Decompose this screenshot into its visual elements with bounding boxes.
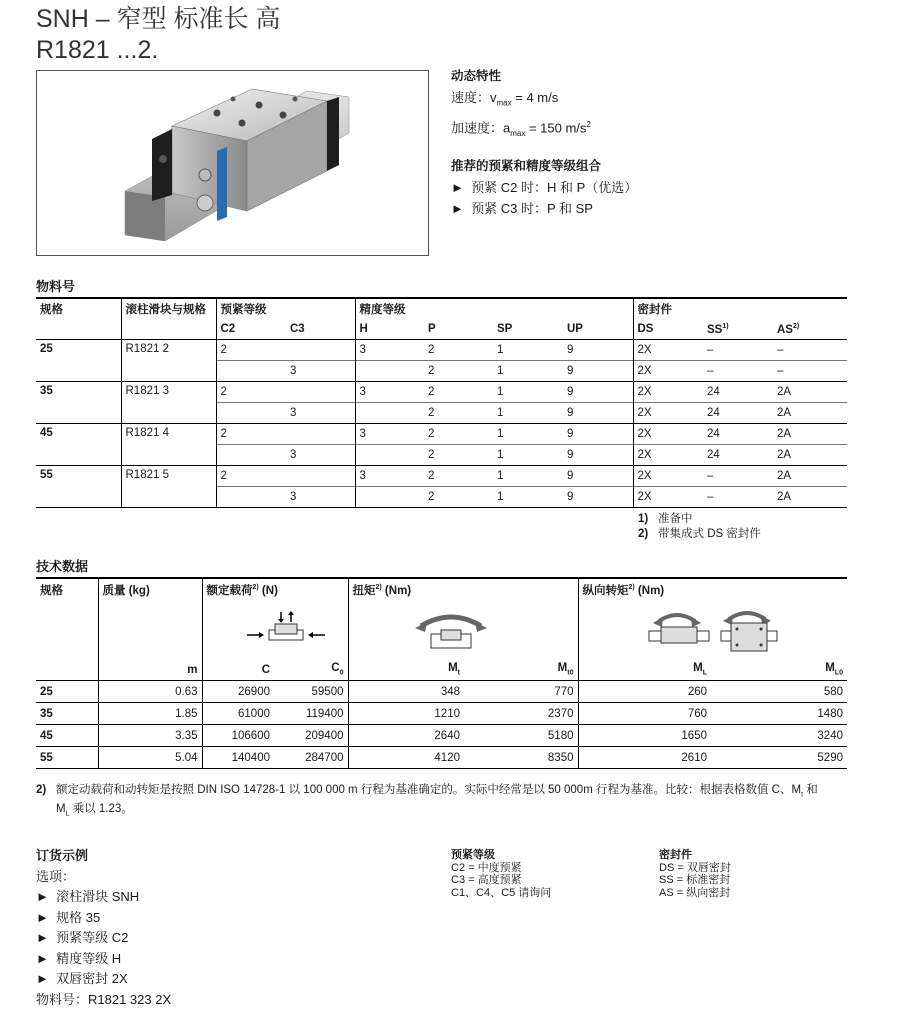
- header-as-sup: 2): [792, 322, 800, 330]
- header-ss: [703, 319, 773, 340]
- long-icon-cell: [578, 601, 847, 659]
- tech-header-load: [202, 578, 348, 601]
- ml0-sub: L0: [834, 669, 843, 677]
- cell-p: 2: [428, 428, 435, 440]
- recommend-text: 预紧 C3 时：P 和 SP: [471, 200, 593, 216]
- table-row: [36, 747, 847, 769]
- cell-h: [355, 403, 424, 424]
- cell-ml0: 5290: [711, 747, 847, 769]
- cell-m: 0.63: [98, 681, 202, 703]
- cell-c0: 209400: [274, 725, 348, 747]
- load-sup: 2): [252, 584, 259, 592]
- torque-text: 扭矩: [352, 585, 376, 597]
- cell-ds: 2X: [633, 424, 703, 445]
- parts-body: [36, 340, 847, 508]
- recommend-text: 预紧 C2 时：H 和 P（优选）: [471, 179, 638, 195]
- cell-ss: 24: [703, 403, 773, 424]
- cell-p: 2: [428, 470, 435, 482]
- order-item: [36, 908, 171, 929]
- speed-sub: max: [496, 98, 512, 108]
- table-row: [36, 703, 847, 725]
- header-size: 规格: [36, 298, 121, 319]
- order-example: [36, 846, 171, 1010]
- bullet-icon: ►: [36, 971, 49, 986]
- order-heading: 订货示例: [36, 848, 89, 863]
- note-text: 带集成式 DS 密封件: [658, 528, 761, 540]
- load-text: 额定载荷: [206, 585, 253, 597]
- tech-icon-empty: [98, 601, 202, 659]
- tech-heading: 技术数据: [36, 559, 89, 574]
- cell-c0: 119400: [274, 703, 348, 725]
- parts-table: [36, 297, 847, 508]
- cell-up: 9: [567, 470, 574, 482]
- cell-as: 2A: [773, 403, 847, 424]
- header-sp: SP: [493, 319, 563, 340]
- speed-value: = 4 m/s: [511, 90, 559, 105]
- cell-ml0: 1480: [711, 703, 847, 725]
- cell-sp: 1: [493, 445, 563, 466]
- accel-sub: max: [510, 128, 526, 138]
- cell-sp: 1: [497, 470, 504, 482]
- cell-m: 1.85: [98, 703, 202, 725]
- cell-m: 3.35: [98, 725, 202, 747]
- cell-mt: 4120: [348, 747, 464, 769]
- order-item: [36, 928, 171, 949]
- cell-mt0: 5180: [464, 725, 578, 747]
- ml-text: M: [693, 662, 703, 675]
- cell-h: 3: [355, 424, 424, 445]
- header-as: [773, 319, 847, 340]
- cell-c3: 3: [286, 403, 355, 424]
- cell-p: 2: [424, 361, 493, 382]
- cell-ds: 2X: [633, 466, 703, 487]
- cell-as: 2A: [777, 428, 792, 440]
- table-row: [36, 725, 847, 747]
- tech-sub-ml: [578, 659, 711, 681]
- seal-legend-heading: 密封件: [659, 849, 692, 861]
- tech-sub-c: C: [202, 659, 274, 681]
- header-runner: 滚柱滑块与规格: [121, 298, 216, 319]
- tech-header-torque: [348, 578, 578, 601]
- long-sup: 2): [628, 584, 635, 592]
- cell-c3: [286, 466, 355, 487]
- cell-c0: 59500: [274, 681, 348, 703]
- cell-c: 140400: [202, 747, 274, 769]
- cell-h: [355, 361, 424, 382]
- accel-label: 加速度：a: [451, 119, 511, 135]
- accel-sup: 2: [586, 119, 591, 129]
- table-row: [36, 382, 847, 403]
- cell-ds: 2X: [633, 361, 703, 382]
- ml0-text: M: [825, 662, 835, 675]
- bullet-icon: ►: [36, 889, 49, 904]
- cell-p: 2: [424, 487, 493, 508]
- cell-m: 5.04: [98, 747, 202, 769]
- parts-heading: 物料号: [36, 279, 76, 294]
- header-h: H: [355, 319, 424, 340]
- preload-legend-heading: 预紧等级: [451, 849, 495, 861]
- speed-line: [451, 87, 637, 114]
- cell-c3: [286, 382, 355, 403]
- cell-sp: 1: [497, 428, 504, 440]
- bullet-icon: ►: [36, 950, 49, 966]
- recommend-item: [451, 177, 637, 198]
- cell-ds: 2X: [633, 340, 703, 361]
- cell-ml0: 580: [711, 681, 847, 703]
- cell-ml: 760: [578, 703, 711, 725]
- cell-part: R1821 4: [121, 424, 216, 466]
- footnote-sub-a: t: [801, 791, 804, 799]
- recommend-heading: 推荐的预紧和精度等级组合: [451, 158, 602, 173]
- cell-size: 25: [36, 340, 121, 382]
- preload-legend-line: C1、C4、C5 请询问: [451, 886, 552, 899]
- tech-header-size: 规格: [36, 578, 98, 601]
- page-title: [36, 4, 280, 66]
- footnote-text-b: 和: [803, 784, 818, 796]
- cell-ds: 2X: [633, 445, 703, 466]
- tech-icon-empty: [36, 601, 98, 659]
- cell-as: 2A: [777, 386, 792, 398]
- seal-legend-line: SS = 标准密封: [659, 874, 731, 886]
- footnote-sub-c: L: [65, 810, 70, 818]
- header-p: P: [424, 319, 493, 340]
- cell-c3: 3: [286, 361, 355, 382]
- order-item: [36, 887, 171, 908]
- cell-c3: 3: [286, 487, 355, 508]
- cell-h: [355, 445, 424, 466]
- header-ss-text: SS: [707, 323, 723, 336]
- tech-body: [36, 681, 847, 769]
- mt-text: M: [448, 662, 458, 675]
- header-c2: C2: [216, 319, 286, 340]
- roller-runner-block-image: [37, 71, 428, 255]
- cell-size: 55: [36, 466, 121, 508]
- cell-up: 9: [563, 403, 633, 424]
- footnote-text-a: 额定动载荷和动转矩是按照 DIN ISO 14728-1 以 100 000 m 行程为基准确定的。实际中经常是以 50 000m 行程为基准。比较：根据表格数值 C、M: [56, 784, 802, 796]
- cell-as: 2A: [773, 487, 847, 508]
- tech-sub-c0: [274, 659, 348, 681]
- tech-sub-empty: [36, 659, 98, 681]
- order-item: [36, 969, 171, 990]
- note-text: 准备中: [658, 513, 693, 525]
- mt0-sub: t0: [567, 669, 574, 677]
- cell-ds: 2X: [633, 403, 703, 424]
- header-up: UP: [563, 319, 633, 340]
- cell-up: 9: [563, 487, 633, 508]
- accel-value: = 150 m/s: [525, 119, 587, 135]
- cell-ml: 1650: [578, 725, 711, 747]
- cell-c2: 2: [216, 340, 286, 361]
- table-row: [36, 681, 847, 703]
- footnote-num: 2): [36, 784, 47, 796]
- cell-c2: [216, 361, 286, 382]
- cell-c2: [216, 403, 286, 424]
- title-line-1: SNH – 窄型 标准长 高: [36, 5, 281, 33]
- torque-icon: [407, 608, 497, 652]
- order-item: [36, 949, 171, 970]
- product-image-frame: [36, 70, 429, 256]
- header-accuracy: 精度等级: [355, 298, 633, 319]
- cell-c2: [216, 487, 286, 508]
- cell-c0: 284700: [274, 747, 348, 769]
- parts-note: [638, 512, 761, 527]
- cell-ds: 2X: [633, 487, 703, 508]
- cell-ss: –: [703, 487, 773, 508]
- cell-up: 9: [567, 344, 574, 356]
- cell-p: 2: [428, 344, 435, 356]
- order-item-text: 规格 35: [56, 909, 101, 925]
- longitudinal-moment-icon: [645, 607, 785, 653]
- accel-line: [451, 114, 637, 144]
- note-num: 1): [638, 513, 649, 525]
- cell-c3: [286, 424, 355, 445]
- tech-header-long: [578, 578, 847, 601]
- cell-sp: 1: [493, 487, 563, 508]
- cell-up: 9: [563, 361, 633, 382]
- cell-sp: 1: [493, 361, 563, 382]
- cell-size: 45: [36, 424, 121, 466]
- specifications: [451, 66, 637, 219]
- bullet-icon: ►: [36, 930, 49, 945]
- cell-h: 3: [355, 382, 424, 403]
- load-direction-icon: [243, 610, 333, 650]
- torque-unit: (Nm): [381, 585, 412, 597]
- cell-h: [355, 487, 424, 508]
- order-part-number: 物料号：R1821 323 2X: [36, 991, 172, 1007]
- cell-mt0: 8350: [464, 747, 578, 769]
- seal-legend-line: DS = 双唇密封: [659, 861, 731, 874]
- bullet-icon: ►: [36, 909, 49, 925]
- bullet-icon: ►: [451, 179, 464, 195]
- cell-ml: 2610: [578, 747, 711, 769]
- cell-c: 61000: [202, 703, 274, 725]
- parts-notes: [638, 512, 761, 542]
- header-seal: 密封件: [633, 298, 847, 319]
- torque-icon-cell: [348, 601, 578, 659]
- cell-size: 35: [36, 382, 121, 424]
- bullet-icon: ►: [451, 200, 464, 216]
- load-unit: (N): [258, 585, 278, 597]
- cell-ml: 260: [578, 681, 711, 703]
- cell-p: 2: [424, 403, 493, 424]
- cell-h: 3: [355, 340, 424, 361]
- torque-sup: 2): [375, 584, 382, 592]
- cell-h: 3: [355, 466, 424, 487]
- mt-sub: t: [457, 669, 460, 677]
- order-item-text: 精度等级 H: [56, 950, 122, 966]
- cell-mt0: 770: [464, 681, 578, 703]
- cell-c3: 3: [286, 445, 355, 466]
- cell-c2: 2: [216, 424, 286, 445]
- footnote-text-d: 乘以 1.23。: [69, 803, 133, 816]
- cell-as: 2A: [777, 470, 792, 482]
- cell-c3: [286, 340, 355, 361]
- seal-legend-line: AS = 纵向密封: [659, 886, 731, 899]
- order-item-text: 预紧等级 C2: [56, 930, 129, 945]
- cell-ss: 24: [707, 428, 720, 440]
- header-ds: DS: [633, 319, 703, 340]
- header-empty: [36, 319, 121, 340]
- cell-mt0: 2370: [464, 703, 578, 725]
- cell-c2: 2: [216, 382, 286, 403]
- c0-sub: 0: [339, 669, 344, 677]
- seal-legend: [659, 849, 731, 899]
- cell-up: 9: [567, 428, 574, 440]
- cell-ds: 2X: [633, 382, 703, 403]
- tech-sub-ml0: [711, 659, 847, 681]
- cell-part: R1821 3: [121, 382, 216, 424]
- cell-mt: 1210: [348, 703, 464, 725]
- cell-c2: [216, 445, 286, 466]
- table-row: [36, 424, 847, 445]
- cell-sp: 1: [497, 386, 504, 398]
- table-row: [36, 466, 847, 487]
- cell-c: 106600: [202, 725, 274, 747]
- mt0-text: M: [557, 662, 568, 675]
- cell-c2: 2: [216, 466, 286, 487]
- preload-legend: [451, 849, 551, 899]
- parts-note: [638, 527, 761, 542]
- table-row: [36, 340, 847, 361]
- cell-ss: 24: [707, 386, 720, 398]
- cell-part: R1821 2: [121, 340, 216, 382]
- header-as-text: AS: [777, 323, 793, 336]
- cell-up: 9: [567, 386, 574, 398]
- cell-ml0: 3240: [711, 725, 847, 747]
- cell-mt: 348: [348, 681, 464, 703]
- long-text: 纵向转矩: [582, 585, 629, 597]
- title-line-2: R1821 ...2.: [36, 36, 159, 64]
- header-ss-sup: 1): [722, 322, 729, 330]
- tech-sub-mt: [348, 659, 464, 681]
- cell-part: R1821 5: [121, 466, 216, 508]
- cell-size: 25: [36, 681, 98, 703]
- cell-p: 2: [424, 445, 493, 466]
- header-empty: [121, 319, 216, 340]
- cell-size: 35: [36, 703, 98, 725]
- tech-sub-mt0: [464, 659, 578, 681]
- cell-c: 26900: [202, 681, 274, 703]
- cell-as: 2A: [773, 445, 847, 466]
- cell-p: 2: [428, 386, 435, 398]
- header-preload: 预紧等级: [216, 298, 355, 319]
- speed-label: 速度：v: [451, 90, 497, 105]
- cell-mt: 2640: [348, 725, 464, 747]
- preload-legend-line: C2 = 中度预紧: [451, 861, 522, 874]
- cell-ss: 24: [703, 445, 773, 466]
- preload-legend-line: C3 = 高度预紧: [451, 874, 522, 886]
- options-label: 选项：: [36, 868, 76, 884]
- cell-ss: –: [707, 470, 714, 482]
- footnote-text-c: M: [56, 803, 66, 816]
- cell-sp: 1: [497, 344, 504, 356]
- tech-table: [36, 577, 847, 769]
- recommend-item: [451, 198, 637, 219]
- tech-sub-m: m: [98, 659, 202, 681]
- load-icon-cell: [202, 601, 348, 659]
- cell-ss: –: [707, 344, 714, 356]
- order-item-text: 双唇密封 2X: [56, 971, 128, 986]
- cell-ss: –: [703, 361, 773, 382]
- cell-as: –: [777, 344, 784, 356]
- cell-as: –: [773, 361, 847, 382]
- tech-header-mass: 质量 (kg): [98, 578, 202, 601]
- cell-size: 45: [36, 725, 98, 747]
- cell-up: 9: [563, 445, 633, 466]
- ml-sub: L: [702, 669, 707, 677]
- order-item-text: 滚柱滑块 SNH: [56, 889, 140, 904]
- long-unit: (Nm): [634, 585, 665, 597]
- c0-text: C: [331, 662, 340, 675]
- tech-footnote: [36, 783, 846, 822]
- dynamics-heading: 动态特性: [451, 69, 502, 83]
- note-num: 2): [638, 528, 649, 540]
- cell-sp: 1: [493, 403, 563, 424]
- header-c3: C3: [286, 319, 355, 340]
- cell-size: 55: [36, 747, 98, 769]
